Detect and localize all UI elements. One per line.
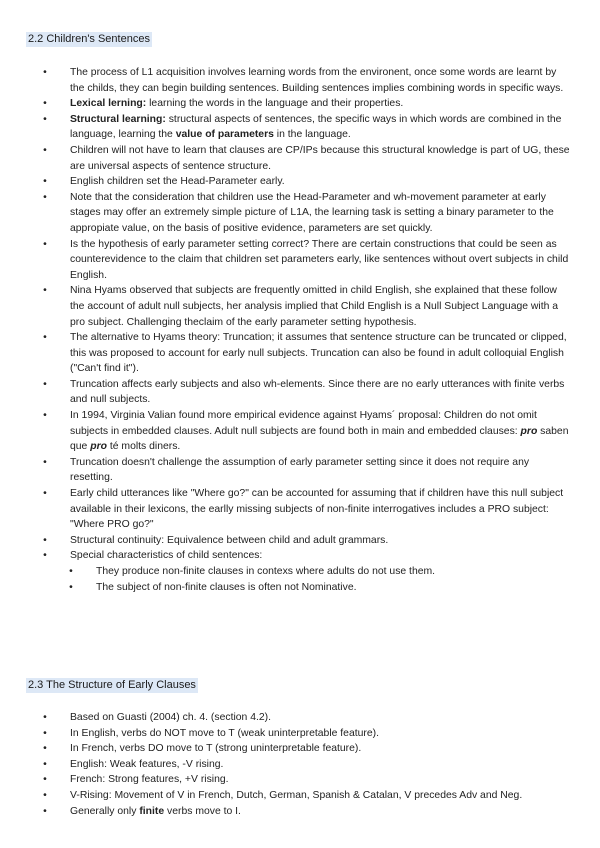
pro-term: pro [90, 441, 107, 453]
list-item: • Structural learning: structural aspects of sentences, the specific ways in which words are combined in the language, learning the value of parameters in the language. [0, 112, 600, 143]
list-item: • The process of L1 acquisition involves learning words from the environent, once some words are learnt by the childs, they can begin building sentences. Building sentences implies combining words in specific ways. [0, 65, 600, 96]
bullet-icon: • [43, 789, 47, 801]
bullet-icon: • [43, 488, 47, 500]
bullet-icon: • [43, 774, 47, 786]
bullet-icon: • [69, 566, 73, 577]
list-item: • In 1994, Virginia Valian found more empirical evidence against Hyams´ proposal: Children do not omit subjects in embedded clauses. Adult null subjects are found both in main and embedded clauses: pro saben que pro té molts diners. [0, 408, 600, 455]
list-item: • Special characteristics of child sentences: [0, 548, 600, 564]
bullet-icon: • [43, 550, 47, 562]
bullet-icon: • [43, 238, 47, 250]
list-item: • Early child utterances like "Where go?" can be accounted for assuming that if children have this null subject available in their lexicons, the earlly missing subjects of non-finite interrogatives includes a PRO subject: "Where PRO go?" [0, 486, 600, 533]
bullet-icon: • [43, 67, 47, 78]
bullet-icon: • [69, 581, 73, 593]
bullet-icon: • [43, 727, 47, 739]
list-item: • English: Weak features, -V rising. [0, 757, 600, 773]
list-item: • Generally only finite verbs move to I. [0, 804, 600, 820]
bullet-icon: • [43, 456, 47, 468]
bullet-list-early-clauses [0, 710, 600, 819]
bullet-icon: • [43, 176, 47, 188]
list-item: • V-Rising: Movement of V in French, Dutch, German, Spanish & Catalan, V precedes Adv and Neg. [0, 788, 600, 804]
list-item: • In English, verbs do NOT move to T (weak uninterpretable feature). [0, 726, 600, 742]
bullet-icon: • [43, 113, 47, 125]
bullet-icon: • [43, 285, 47, 297]
list-item: • The alternative to Hyams theory: Truncation; it assumes that sentence structure can be truncated or clipped, this was proposed to account for early null subjects. Truncation can also be found in adult colloquial English ("Can't find it"). [0, 330, 600, 377]
bullet-icon: • [43, 743, 47, 755]
bullet-icon: • [43, 378, 47, 390]
bullet-icon: • [43, 410, 47, 422]
list-item: • Lexical lerning: learning the words in the language and their properties. [0, 96, 600, 112]
list-item: • Children will not have to learn that clauses are CP/IPs because this structural knowledge is part of UG, these are universal aspects of sentence structure. [0, 143, 600, 174]
list-item: • Truncation doesn't challenge the assumption of early parameter setting since it does not require any resetting. [0, 455, 600, 486]
list-item: • Truncation affects early subjects and also wh-elements. Since there are no early utterances with finite verbs and null subjects. [0, 377, 600, 408]
sub-list-item: • The subject of non-finite clauses is often not Nominative. [0, 580, 600, 596]
list-item: • In French, verbs DO move to T (strong uninterpretable feature). [0, 741, 600, 757]
bullet-icon: • [43, 191, 47, 203]
list-item: • Note that the consideration that children use the Head-Parameter and wh-movement parameter at early stages may offer an extremely simple picture of L1A, the learning task is setting a binary parameter to the appropiate value, on the basis of positive evidence, parameters are set quickly. [0, 190, 600, 237]
section-heading-childrens-sentences: 2.2 Children's Sentences [28, 33, 150, 45]
bullet-icon: • [43, 98, 47, 110]
section-heading-early-clauses: 2.3 The Structure of Early Clauses [28, 679, 196, 691]
term-label: Lexical lerning: [70, 98, 147, 110]
bullet-list-childrens-sentences [0, 65, 600, 595]
emphasis-text: value of parameters [175, 129, 274, 141]
list-item: • Nina Hyams observed that subjects are frequently omitted in child English, she explained that these follow the account of adult null subjects, her analysis implied that Child English is a Null Subject Language with a pro subject. Challenging theclaim of the early parameter setting hypothesis. [0, 283, 600, 330]
list-item: • Based on Guasti (2004) ch. 4. (section 4.2). [0, 710, 600, 726]
bullet-icon: • [43, 534, 47, 546]
list-item: • English children set the Head-Parameter early. [0, 174, 600, 190]
bullet-icon: • [43, 758, 47, 770]
pro-term: pro [520, 425, 538, 437]
list-item: • Structural continuity: Equivalence between child and adult grammars. [0, 533, 600, 549]
bullet-icon: • [43, 805, 47, 817]
bullet-icon: • [43, 144, 47, 156]
bullet-icon: • [43, 712, 47, 723]
term-label: Structural learning: [70, 113, 166, 125]
list-item: • French: Strong features, +V rising. [0, 772, 600, 788]
bullet-icon: • [43, 332, 47, 344]
sub-list-item: • They produce non-finite clauses in contexs where adults do not use them. [0, 564, 600, 580]
list-item: • Is the hypothesis of early parameter setting correct? There are certain constructions that could be seen as counterevidence to the claim that children set parameters early, like sentences without overt subjects in child English. [0, 237, 600, 284]
emphasis-text: finite [139, 805, 165, 817]
